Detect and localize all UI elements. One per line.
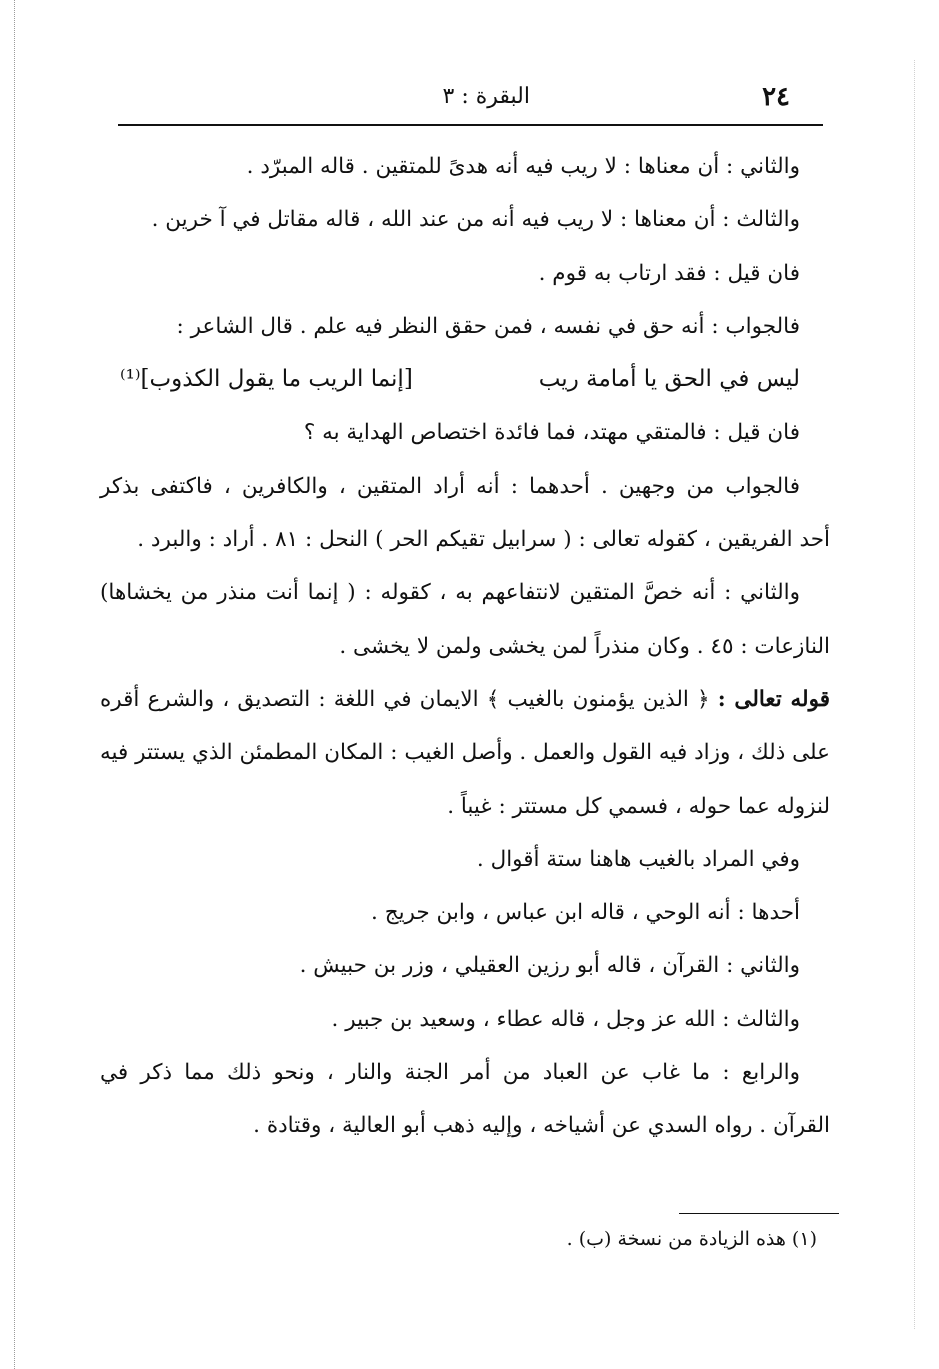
quran-quote: ﴿ الذين يؤمنون بالغيب ﴾ <box>486 686 710 712</box>
text-line: والرابع : ما غاب عن العباد من أمر الجنة والنار ، ونحو ذلك مما ذكر في <box>100 1060 800 1086</box>
header-divider <box>118 124 823 126</box>
page-header <box>120 82 830 122</box>
text-line: القرآن . رواه السدي عن أشياخه ، وإليه ذهب أبو العالية ، وقتادة . <box>253 1113 830 1139</box>
text-line: لنزوله عما حوله ، فسمي كل مستتر : غيباً . <box>447 793 830 819</box>
text-line: وفي المراد بالغيب هاهنا ستة أقوال . <box>476 846 800 872</box>
text-line: والثالث : الله عز وجل ، قاله عطاء ، وسعيد بن جبير . <box>331 1006 800 1032</box>
scan-edge-left <box>14 0 15 1369</box>
text-line: فان قيل : فالمتقي مهتد، فما فائدة اختصاص الهداية به ؟ <box>303 420 800 446</box>
text-line: على ذلك ، وزاد فيه القول والعمل . وأصل الغيب : المكان المطمئن الذي يستتر فيه <box>100 740 830 766</box>
scan-edge-right <box>914 60 915 1329</box>
footnote: (١) هذه الزيادة من نسخة (ب) . <box>566 1228 817 1250</box>
verse-heading-line <box>100 673 830 726</box>
verse-heading-text: الايمان في اللغة : التصديق ، والشرع أقره <box>100 686 479 712</box>
text-line: والثالث : أن معناها : لا ريب فيه أنه من عند الله ، قاله مقاتل في آ خرين . <box>151 207 800 233</box>
text-line: فان قيل : فقد ارتاب به قوم . <box>538 260 800 286</box>
poetry-verse <box>100 353 830 406</box>
text-line: فالجواب : أنه حق في نفسه ، فمن حقق النظر فيه علم . قال الشاعر : <box>176 313 800 339</box>
page-number: ٢٤ <box>762 82 790 112</box>
text-line: والثاني : أن معناها : لا ريب فيه أنه هدىً للمتقين . قاله المبرّد . <box>246 154 800 179</box>
footnote-divider <box>679 1213 839 1214</box>
main-text <box>100 140 830 1153</box>
running-title: البقرة : ٣ <box>442 84 530 109</box>
text-line: أحدها : أنه الوحي ، قاله ابن عباس ، وابن جريج . <box>371 900 800 926</box>
text-line: أحد الفريقين ، كقوله تعالى : ( سرابيل تقيكم الحر ) النحل : ٨١ . أراد : والبرد . <box>137 527 830 553</box>
verse-heading-label: قوله تعالى : <box>717 686 830 712</box>
text-line: والثاني : أنه خصَّ المتقين لانتفاعهم به ، كقوله : ( إنما أنت منذر من يخشاها) <box>100 580 800 606</box>
text-line: النازعات : ٤٥ . وكان منذراً لمن يخشى ولمن لا يخشى . <box>339 633 830 659</box>
verse-second-hemistich: [إنما الريب ما يقول الكذوب]⁽¹⁾ <box>120 366 413 393</box>
verse-first-hemistich: ليس في الحق يا أمامة ريب <box>538 366 800 393</box>
text-line: والثاني : القرآن ، قاله أبو رزين العقيلي ، وزر بن حبيش . <box>299 953 800 979</box>
text-line: فالجواب من وجهين . أحدهما : أنه أراد المتقين ، والكافرين ، فاكتفى بذكر <box>100 473 800 499</box>
